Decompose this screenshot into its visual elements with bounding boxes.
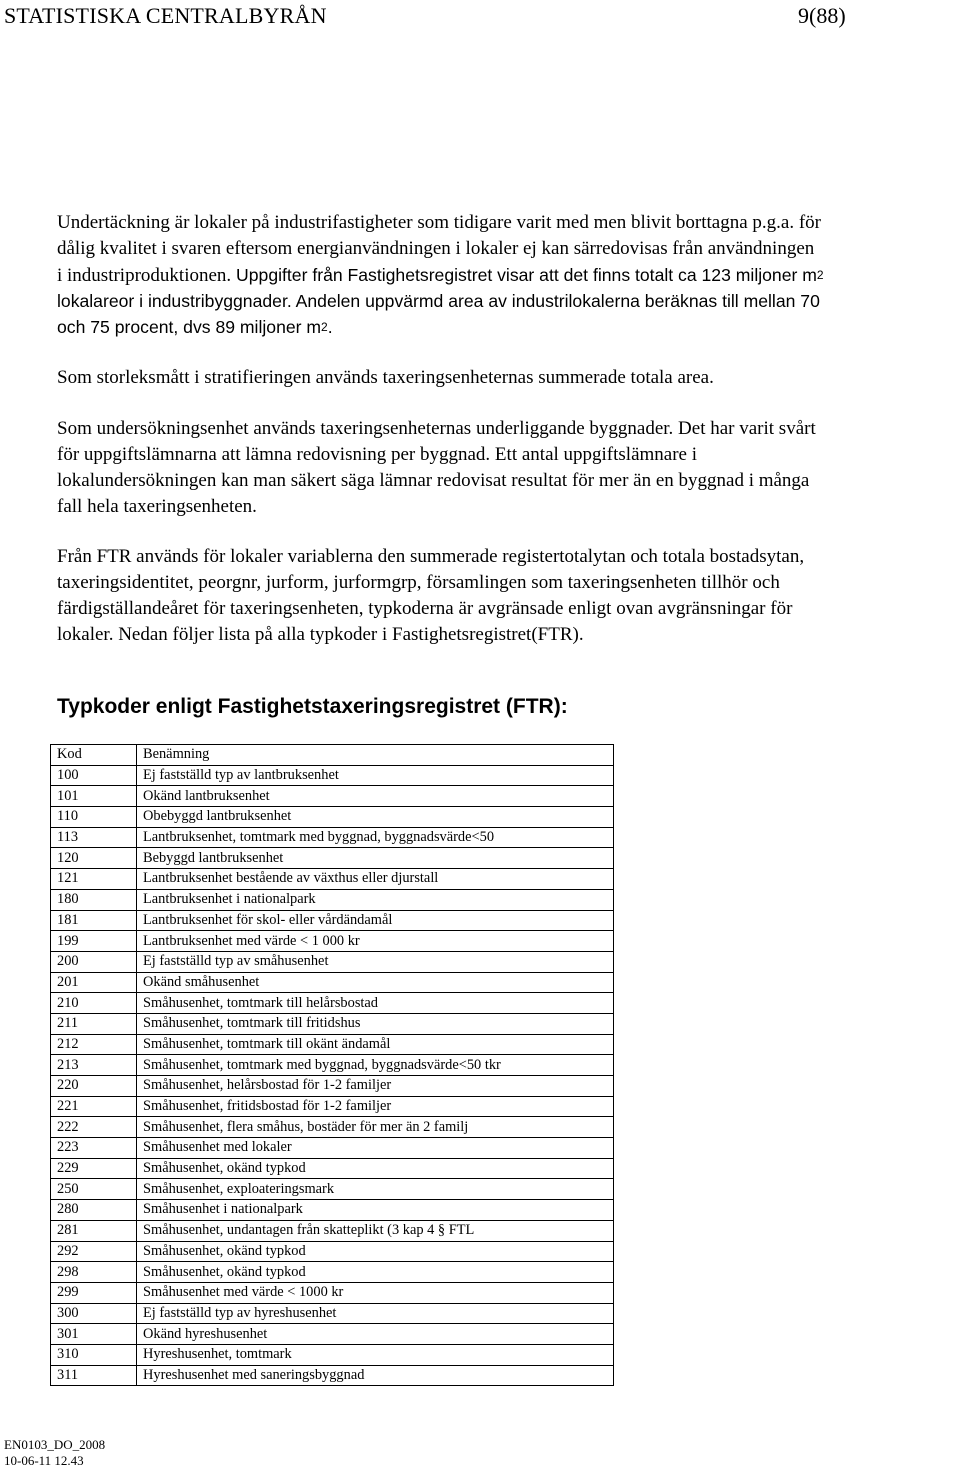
table-row: [51, 1344, 614, 1365]
table-row: [51, 807, 614, 828]
paragraph-3-line-1: Som undersökningsenhet används taxeringsenheternas underliggande byggnader. Det har varit svårt: [57, 418, 816, 439]
description-cell: Småhusenhet, tomtmark till fritidshus: [137, 1013, 614, 1034]
text-span: i industriproduktionen.: [57, 265, 232, 286]
code-cell: 113: [51, 827, 137, 848]
description-cell: Lantbruksenhet med värde < 1 000 kr: [137, 931, 614, 952]
description-cell: Obebyggd lantbruksenhet: [137, 807, 614, 828]
table-row: [51, 1076, 614, 1097]
table-row: [51, 1117, 614, 1138]
document-timestamp: 10-06-11 12.43: [4, 1453, 84, 1468]
superscript: 2: [321, 320, 328, 334]
table-row: [51, 848, 614, 869]
description-cell: Småhusenhet, undantagen från skatteplikt (3 kap 4 § FTL: [137, 1220, 614, 1241]
code-cell: 101: [51, 786, 137, 807]
description-cell: Småhusenhet, flera småhus, bostäder för mer än 2 familj: [137, 1117, 614, 1138]
code-cell: 201: [51, 972, 137, 993]
code-cell: 100: [51, 765, 137, 786]
code-cell: 299: [51, 1282, 137, 1303]
table-row: [51, 993, 614, 1014]
description-cell: Ej fastställd typ av småhusenhet: [137, 951, 614, 972]
description-cell: Småhusenhet, tomtmark med byggnad, byggnadsvärde<50 tkr: [137, 1055, 614, 1076]
description-cell: Bebyggd lantbruksenhet: [137, 848, 614, 869]
text-span: och 75 procent, dvs 89 miljoner m: [57, 317, 322, 337]
table-row: [51, 931, 614, 952]
code-cell: 222: [51, 1117, 137, 1138]
table-row: [51, 1200, 614, 1221]
table-row: [51, 827, 614, 848]
table-row: [51, 765, 614, 786]
table-header-row: [51, 745, 614, 766]
table-row: [51, 786, 614, 807]
code-cell: 213: [51, 1055, 137, 1076]
code-cell: 220: [51, 1076, 137, 1097]
description-cell: Hyreshusenhet, tomtmark: [137, 1344, 614, 1365]
paragraph-3-line-2: för uppgiftslämnarna att lämna redovisning per byggnad. Ett antal uppgiftslämnare i: [57, 444, 698, 465]
code-cell: 281: [51, 1220, 137, 1241]
table-row: [51, 1220, 614, 1241]
table-row: [51, 1034, 614, 1055]
table-row: [51, 910, 614, 931]
column-header-benamning: Benämning: [137, 745, 614, 766]
code-cell: 210: [51, 993, 137, 1014]
table-row: [51, 1262, 614, 1283]
description-cell: Småhusenhet med lokaler: [137, 1138, 614, 1159]
code-cell: 280: [51, 1200, 137, 1221]
text-span: Andelen uppvärmd area av industrilokalerna beräknas till mellan 70: [291, 291, 820, 311]
description-cell: Småhusenhet i nationalpark: [137, 1200, 614, 1221]
paragraph-1-line-2: dålig kvalitet i svaren eftersom energianvändningen i lokaler ej kan särredovisas från användningen: [57, 238, 815, 259]
superscript: 2: [816, 268, 824, 282]
description-cell: Okänd hyreshusenhet: [137, 1324, 614, 1345]
description-cell: Hyreshusenhet med saneringsbyggnad: [137, 1365, 614, 1386]
description-cell: Småhusenhet, exploateringsmark: [137, 1179, 614, 1200]
text-span: lokalareor i industribyggnader.: [57, 291, 292, 311]
description-cell: Småhusenhet, tomtmark till helårsbostad: [137, 993, 614, 1014]
code-cell: 223: [51, 1138, 137, 1159]
code-cell: 110: [51, 807, 137, 828]
document-id: EN0103_DO_2008: [4, 1437, 106, 1452]
description-cell: Ej fastställd typ av hyreshusenhet: [137, 1303, 614, 1324]
code-cell: 310: [51, 1344, 137, 1365]
table-row: [51, 1365, 614, 1386]
code-cell: 229: [51, 1158, 137, 1179]
description-cell: Okänd lantbruksenhet: [137, 786, 614, 807]
section-heading: Typkoder enligt Fastighetstaxeringsregistret (FTR):: [57, 695, 568, 718]
code-cell: 199: [51, 931, 137, 952]
code-cell: 300: [51, 1303, 137, 1324]
description-cell: Småhusenhet, okänd typkod: [137, 1158, 614, 1179]
description-cell: Småhusenhet, fritidsbostad för 1-2 familjer: [137, 1096, 614, 1117]
table-row: [51, 1138, 614, 1159]
code-cell: 121: [51, 869, 137, 890]
code-cell: 120: [51, 848, 137, 869]
table-row: [51, 951, 614, 972]
code-cell: 200: [51, 951, 137, 972]
description-cell: Småhusenhet, tomtmark till okänt ändamål: [137, 1034, 614, 1055]
column-header-kod: Kod: [51, 745, 137, 766]
table-row: [51, 889, 614, 910]
table-row: [51, 1013, 614, 1034]
description-cell: Lantbruksenhet för skol- eller vårdändamål: [137, 910, 614, 931]
paragraph-1-line-3: [57, 262, 824, 289]
paragraph-4-line-4: lokaler. Nedan följer lista på alla typkoder i Fastighetsregistret(FTR).: [57, 624, 584, 645]
description-cell: Lantbruksenhet bestående av växthus eller djurstall: [137, 869, 614, 890]
paragraph-1-line-1: Undertäckning är lokaler på industrifastigheter som tidigare varit med men blivit borttagna p.g.a. för: [57, 212, 821, 233]
paragraph-4-line-3: färdigställandeåret för taxeringsenheten, typkoderna är avgränsade enligt ovan avgränsningar för: [57, 598, 793, 619]
description-cell: Okänd småhusenhet: [137, 972, 614, 993]
description-cell: Småhusenhet, okänd typkod: [137, 1241, 614, 1262]
description-cell: Lantbruksenhet, tomtmark med byggnad, byggnadsvärde<50: [137, 827, 614, 848]
description-cell: Småhusenhet, okänd typkod: [137, 1262, 614, 1283]
code-cell: 301: [51, 1324, 137, 1345]
table-row: [51, 1158, 614, 1179]
table-row: [51, 1282, 614, 1303]
paragraph-4-line-1: Från FTR används för lokaler variablerna den summerade registertotalytan och totala bostadsytan,: [57, 546, 805, 567]
table-row: [51, 1324, 614, 1345]
code-cell: 180: [51, 889, 137, 910]
table-row: [51, 1303, 614, 1324]
agency-name: STATISTISKA CENTRALBYRÅN: [4, 3, 327, 28]
paragraph-3-line-3: lokalundersökningen kan man säkert säga lämnar redovisat resultat för mer än en byggnad i många: [57, 470, 810, 491]
code-cell: 298: [51, 1262, 137, 1283]
code-cell: 211: [51, 1013, 137, 1034]
table-row: [51, 869, 614, 890]
paragraph-2: Som storleksmått i stratifieringen används taxeringsenheternas summerade totala area.: [57, 367, 714, 388]
text-span: .: [327, 317, 333, 337]
description-cell: Lantbruksenhet i nationalpark: [137, 889, 614, 910]
code-cell: 311: [51, 1365, 137, 1386]
code-cell: 212: [51, 1034, 137, 1055]
code-cell: 250: [51, 1179, 137, 1200]
table-row: [51, 1179, 614, 1200]
description-cell: Småhusenhet med värde < 1000 kr: [137, 1282, 614, 1303]
paragraph-3-line-4: fall hela taxeringsenheten.: [57, 496, 257, 517]
table-row: [51, 1096, 614, 1117]
table-row: [51, 1055, 614, 1076]
code-cell: 292: [51, 1241, 137, 1262]
text-span: Uppgifter från Fastighetsregistret visar att det finns totalt ca 123 miljoner m: [231, 265, 817, 285]
paragraph-1-line-4: [57, 288, 820, 315]
page-number: 9(88): [798, 3, 846, 28]
paragraph-1-line-5: [57, 314, 333, 341]
description-cell: Småhusenhet, helårsbostad för 1-2 familjer: [137, 1076, 614, 1097]
code-cell: 221: [51, 1096, 137, 1117]
description-cell: Ej fastställd typ av lantbruksenhet: [137, 765, 614, 786]
table-row: [51, 1241, 614, 1262]
typkoder-table: [50, 744, 614, 1386]
table-row: [51, 972, 614, 993]
code-cell: 181: [51, 910, 137, 931]
paragraph-4-line-2: taxeringsidentitet, peorgnr, jurform, jurformgrp, församlingen som taxeringsenheten tillhör och: [57, 572, 780, 593]
